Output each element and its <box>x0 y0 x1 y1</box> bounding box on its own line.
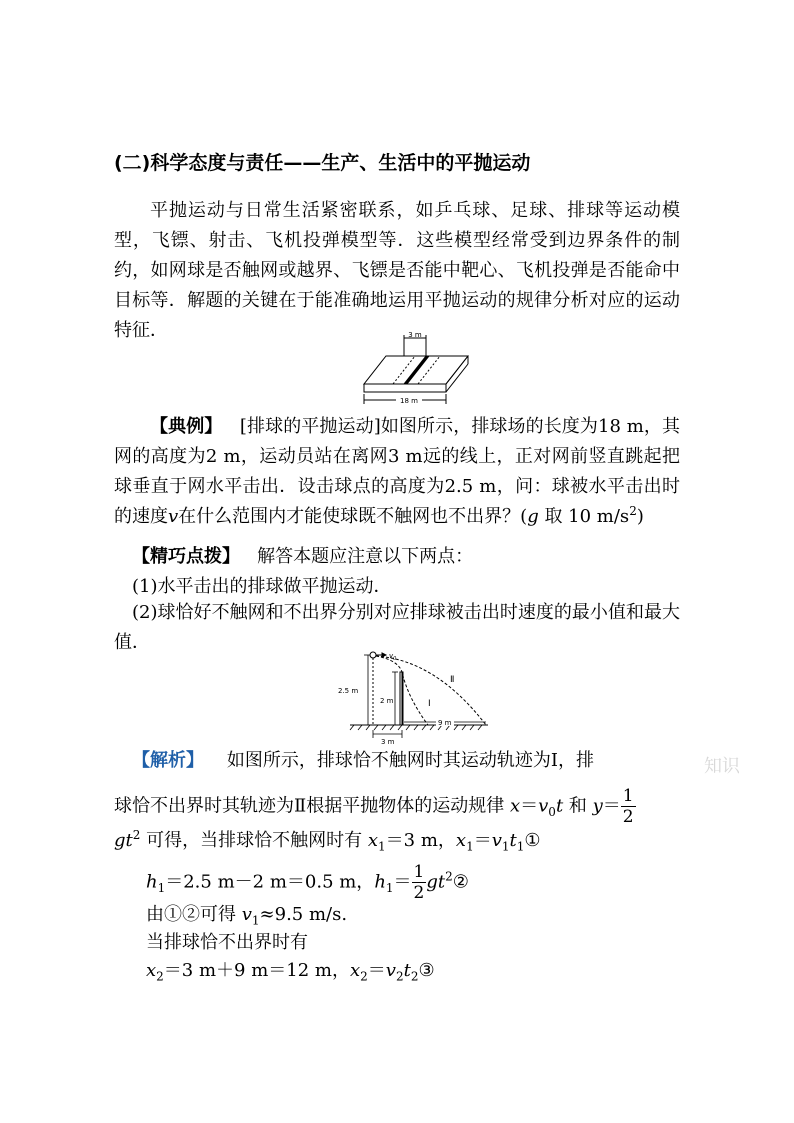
trajectory-figure <box>336 648 496 748</box>
distance-9m-label: 9 m <box>438 719 452 727</box>
example-var-v: v <box>168 506 179 527</box>
analysis-line-7: $x_2=3$ m＋9 m＝12 m，$x_2=v_2t_2③$ <box>146 960 435 984</box>
ball-icon <box>370 652 376 658</box>
analysis-line-4: $h_1=2.5$ m－2 m＝0.5 m，$h_1=$ $\frac{1}{2}$ $gt^2②$ <box>146 862 469 903</box>
court-front-face <box>364 384 446 392</box>
court-label-3m: 3 m <box>408 331 422 339</box>
faint-watermark-text: 知识 <box>704 756 740 777</box>
height-net-label: 2 m <box>380 697 394 705</box>
tips-item-2: (2)球恰好不触网和不出界分别对应排球被击出时速度的最小值和最大值． <box>114 602 680 653</box>
trajectory-2 <box>376 656 486 725</box>
analysis-tag: 【解析】 <box>132 750 204 771</box>
intro-paragraph: 平抛运动与日常生活紧密联系，如乒乓球、足球、排球等运动模型，飞镖、射击、飞机投弹模型等．这些模型经常受到边界条件的制约，如网球是否触网或越界、飞镖是否能中靶心、飞机投弹是否能命中目标等．解题的关键在于能准确地运用平抛运动的规律分析对应的运动特征． <box>114 200 680 341</box>
example-var-g: g <box>527 506 539 527</box>
example-tag: 【典例】 <box>150 416 223 437</box>
court-label-18m: 18 m <box>400 397 418 405</box>
tips-line <box>132 542 473 572</box>
fraction-half-2: $\frac{1}{2}$ <box>413 862 425 903</box>
court-figure <box>360 330 472 410</box>
section-title: (二)科学态度与责任——生产、生活中的平抛运动 <box>114 152 531 174</box>
fraction-half: $\frac{1}{2}$ <box>622 786 634 827</box>
example-text: 如图所示，排球场的长度为18 m，其网的高度为2 m，运动员站在离网3 m远的线上，正对网前竖直跳起把球垂直于网水平击出．设击球点的高度为2.5 m，问：球被水平击出时的速度 <box>114 416 681 527</box>
example-paragraph <box>114 412 680 532</box>
net-line <box>404 356 429 384</box>
distance-3m-label: 3 m <box>381 738 395 746</box>
analysis-line-1: 【解析】 如图所示，排球恰不触网时其运动轨迹为Ⅰ，排 <box>132 750 594 771</box>
analysis-line-3: $gt^2$ 可得，当排球恰不触网时有 $x_1=3$ m，$x_1=v_1t_1①$ <box>114 828 541 854</box>
analysis-line-2: 球恰不出界时其轨迹为Ⅱ根据平抛物体的运动规律 $x=v_0t$ 和 y＝ $\frac{1}{2}$ <box>114 786 634 827</box>
v0-label: $v_0$ <box>389 652 397 662</box>
analysis-line-6: 当排球恰不出界时有 <box>146 932 308 953</box>
example-text3: 取 10 m/s <box>538 506 630 527</box>
curve-2-label: Ⅱ <box>450 675 455 685</box>
example-topic: [排球的平抛运动] <box>239 416 381 437</box>
tips-intro: 解答本题应注意以下两点： <box>257 546 474 567</box>
example-sup: 2 <box>629 504 637 518</box>
tips-tag: 【精巧点拨】 <box>132 546 240 567</box>
example-text4: ) <box>636 506 644 527</box>
example-text2: 在什么范围内才能使球既不触网也不出界？( <box>178 506 528 527</box>
tips-item-1: (1)水平击出的排球做平抛运动． <box>132 576 392 597</box>
analysis-line-5: 由①②可得 $v_1\approx 9.5$ m/s. <box>146 904 348 928</box>
height-ball-label: 2.5 m <box>338 687 359 695</box>
curve-1-label: Ⅰ <box>428 699 431 709</box>
